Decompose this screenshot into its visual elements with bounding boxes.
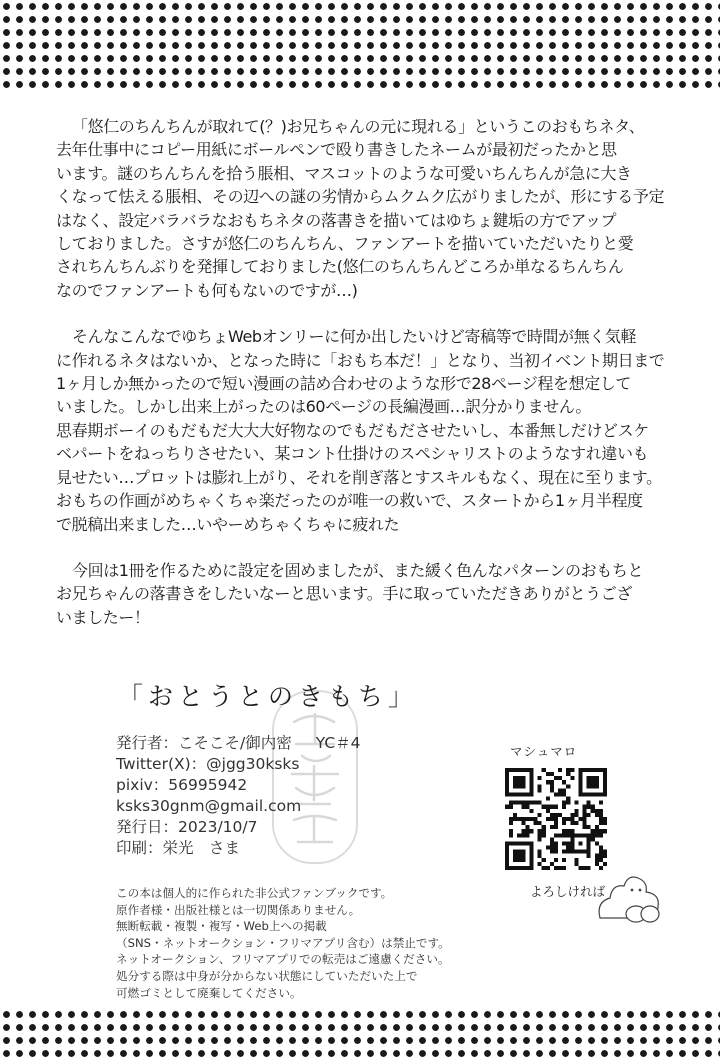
notice-line: 可燃ゴミとして廃棄してください。: [116, 985, 302, 1000]
text-line: そんなこんなでゆちょWebオンリーに何か出したいけど寄稿等で時間が無く気軽: [72, 327, 637, 347]
legal-notice: [116, 885, 450, 1001]
paragraph-3: [56, 559, 696, 629]
afterword-text: [56, 115, 696, 652]
dotted-border-top: [0, 0, 720, 88]
text-line: 今回は1冊を作るために設定を固めましたが、また緩く色んなパターンのおもちと: [72, 560, 644, 580]
paragraph-2: [56, 325, 696, 536]
paragraph-1: [56, 115, 696, 302]
book-title: 「おとうとのきもち」: [118, 682, 419, 711]
text-line: 「悠仁のちんちんが取れて(？)お兄ちゃんの元に現れる」というこのおもちネタ、: [72, 117, 645, 136]
text-line: います。謎のちんちんを拾う脹相、マスコットのような可愛いちんちんが急に大き: [56, 163, 632, 183]
colophon: [116, 733, 361, 859]
qr-code-icon[interactable]: [505, 768, 607, 870]
text-line: いましたー！: [56, 607, 150, 627]
text-line: 去年仕事中にコピー用紙にボールペンで殴り書きしたネームが最初だったかと思: [56, 140, 617, 160]
text-line: 思春期ボーイのもだもだ大大大好物なのでもだもださせたいし、本番無しだけどスケ: [56, 420, 649, 440]
text-line: いました。しかし出来上がったのは60ページの長編漫画…訳分かりません。: [56, 397, 592, 417]
text-line: しておりました。さすが悠仁のちんちん、ファンアートを描いていただいたりと愛: [56, 234, 634, 254]
dotted-border-bottom: [0, 1008, 720, 1058]
text-line: 1ヶ月しか無かったので短い漫画の詰め合わせのような形で28ページ程を想定して: [56, 374, 632, 394]
qr-label: マシュマロ: [510, 744, 578, 759]
text-line: ベパートをねっちりさせたい、某コント仕掛けのスペシャリストのようなすれ違いも: [56, 444, 649, 464]
text-line: お兄ちゃんの落書きをしたいなーと思います。手に取っていただきありがとうござ: [56, 584, 632, 604]
notice-line: 無断転載・複製・複写・Web上への掲載: [116, 919, 327, 934]
notice-line: （SNS・ネットオークション・フリマアプリ含む）は禁止です。: [116, 935, 450, 950]
notice-line: ネットオークション、フリマアプリでの転売はご遠慮ください。: [116, 952, 450, 967]
text-line: おもちの作画がめちゃくちゃ楽だったのが唯一の救いで、スタートから1ヶ月半程度: [56, 491, 643, 511]
notice-line: 処分する際は中身が分からない状態にしていただいた上で: [116, 968, 418, 983]
email-address: ksks30gnm@gmail.com: [116, 797, 302, 815]
twitter-handle: Twitter(X)：@jgg30ksks: [116, 755, 300, 773]
qr-caption: よろしければ: [530, 884, 606, 899]
publish-date: 発行日：2023/10/7: [116, 818, 258, 836]
text-line: に作れるネタはないか、となった時に「おもち本だ！」となり、当初イベント期日まで: [56, 350, 665, 370]
notice-line: この本は個人的に作られた非公式ファンブックです。: [116, 886, 393, 900]
publisher: 発行者：こそこそ/御内密: [116, 734, 292, 752]
publisher-id: YC＃4: [315, 734, 361, 752]
mochi-mascot-icon: [594, 870, 664, 926]
text-line: はなく、設定バラバラなおもちネタの落書きを描いてはゆちょ鍵垢の方でアップ: [56, 210, 617, 230]
text-line: くなって怯える脹相、その辺への謎の劣情からムクムク広がりましたが、形にする予定: [56, 187, 665, 207]
printer: 印刷：栄光 さま: [116, 839, 241, 857]
pixiv-id: pixiv：56995942: [116, 776, 248, 794]
publisher-line: [116, 733, 361, 754]
text-line: されちんちんぶりを発揮しておりました(悠仁のちんちんどころか単なるちんちん: [56, 257, 624, 277]
text-line: で脱稿出来ました…いやーめちゃくちゃに疲れた: [56, 514, 400, 534]
text-line: 見せたい…プロットは膨れ上がり、それを削ぎ落とすスキルもなく、現在に至ります。: [56, 467, 662, 487]
text-line: なのでファンアートも何もないのですが…): [56, 280, 358, 300]
notice-line: 原作者様・出版社様とは一切関係ありません。: [116, 902, 361, 917]
